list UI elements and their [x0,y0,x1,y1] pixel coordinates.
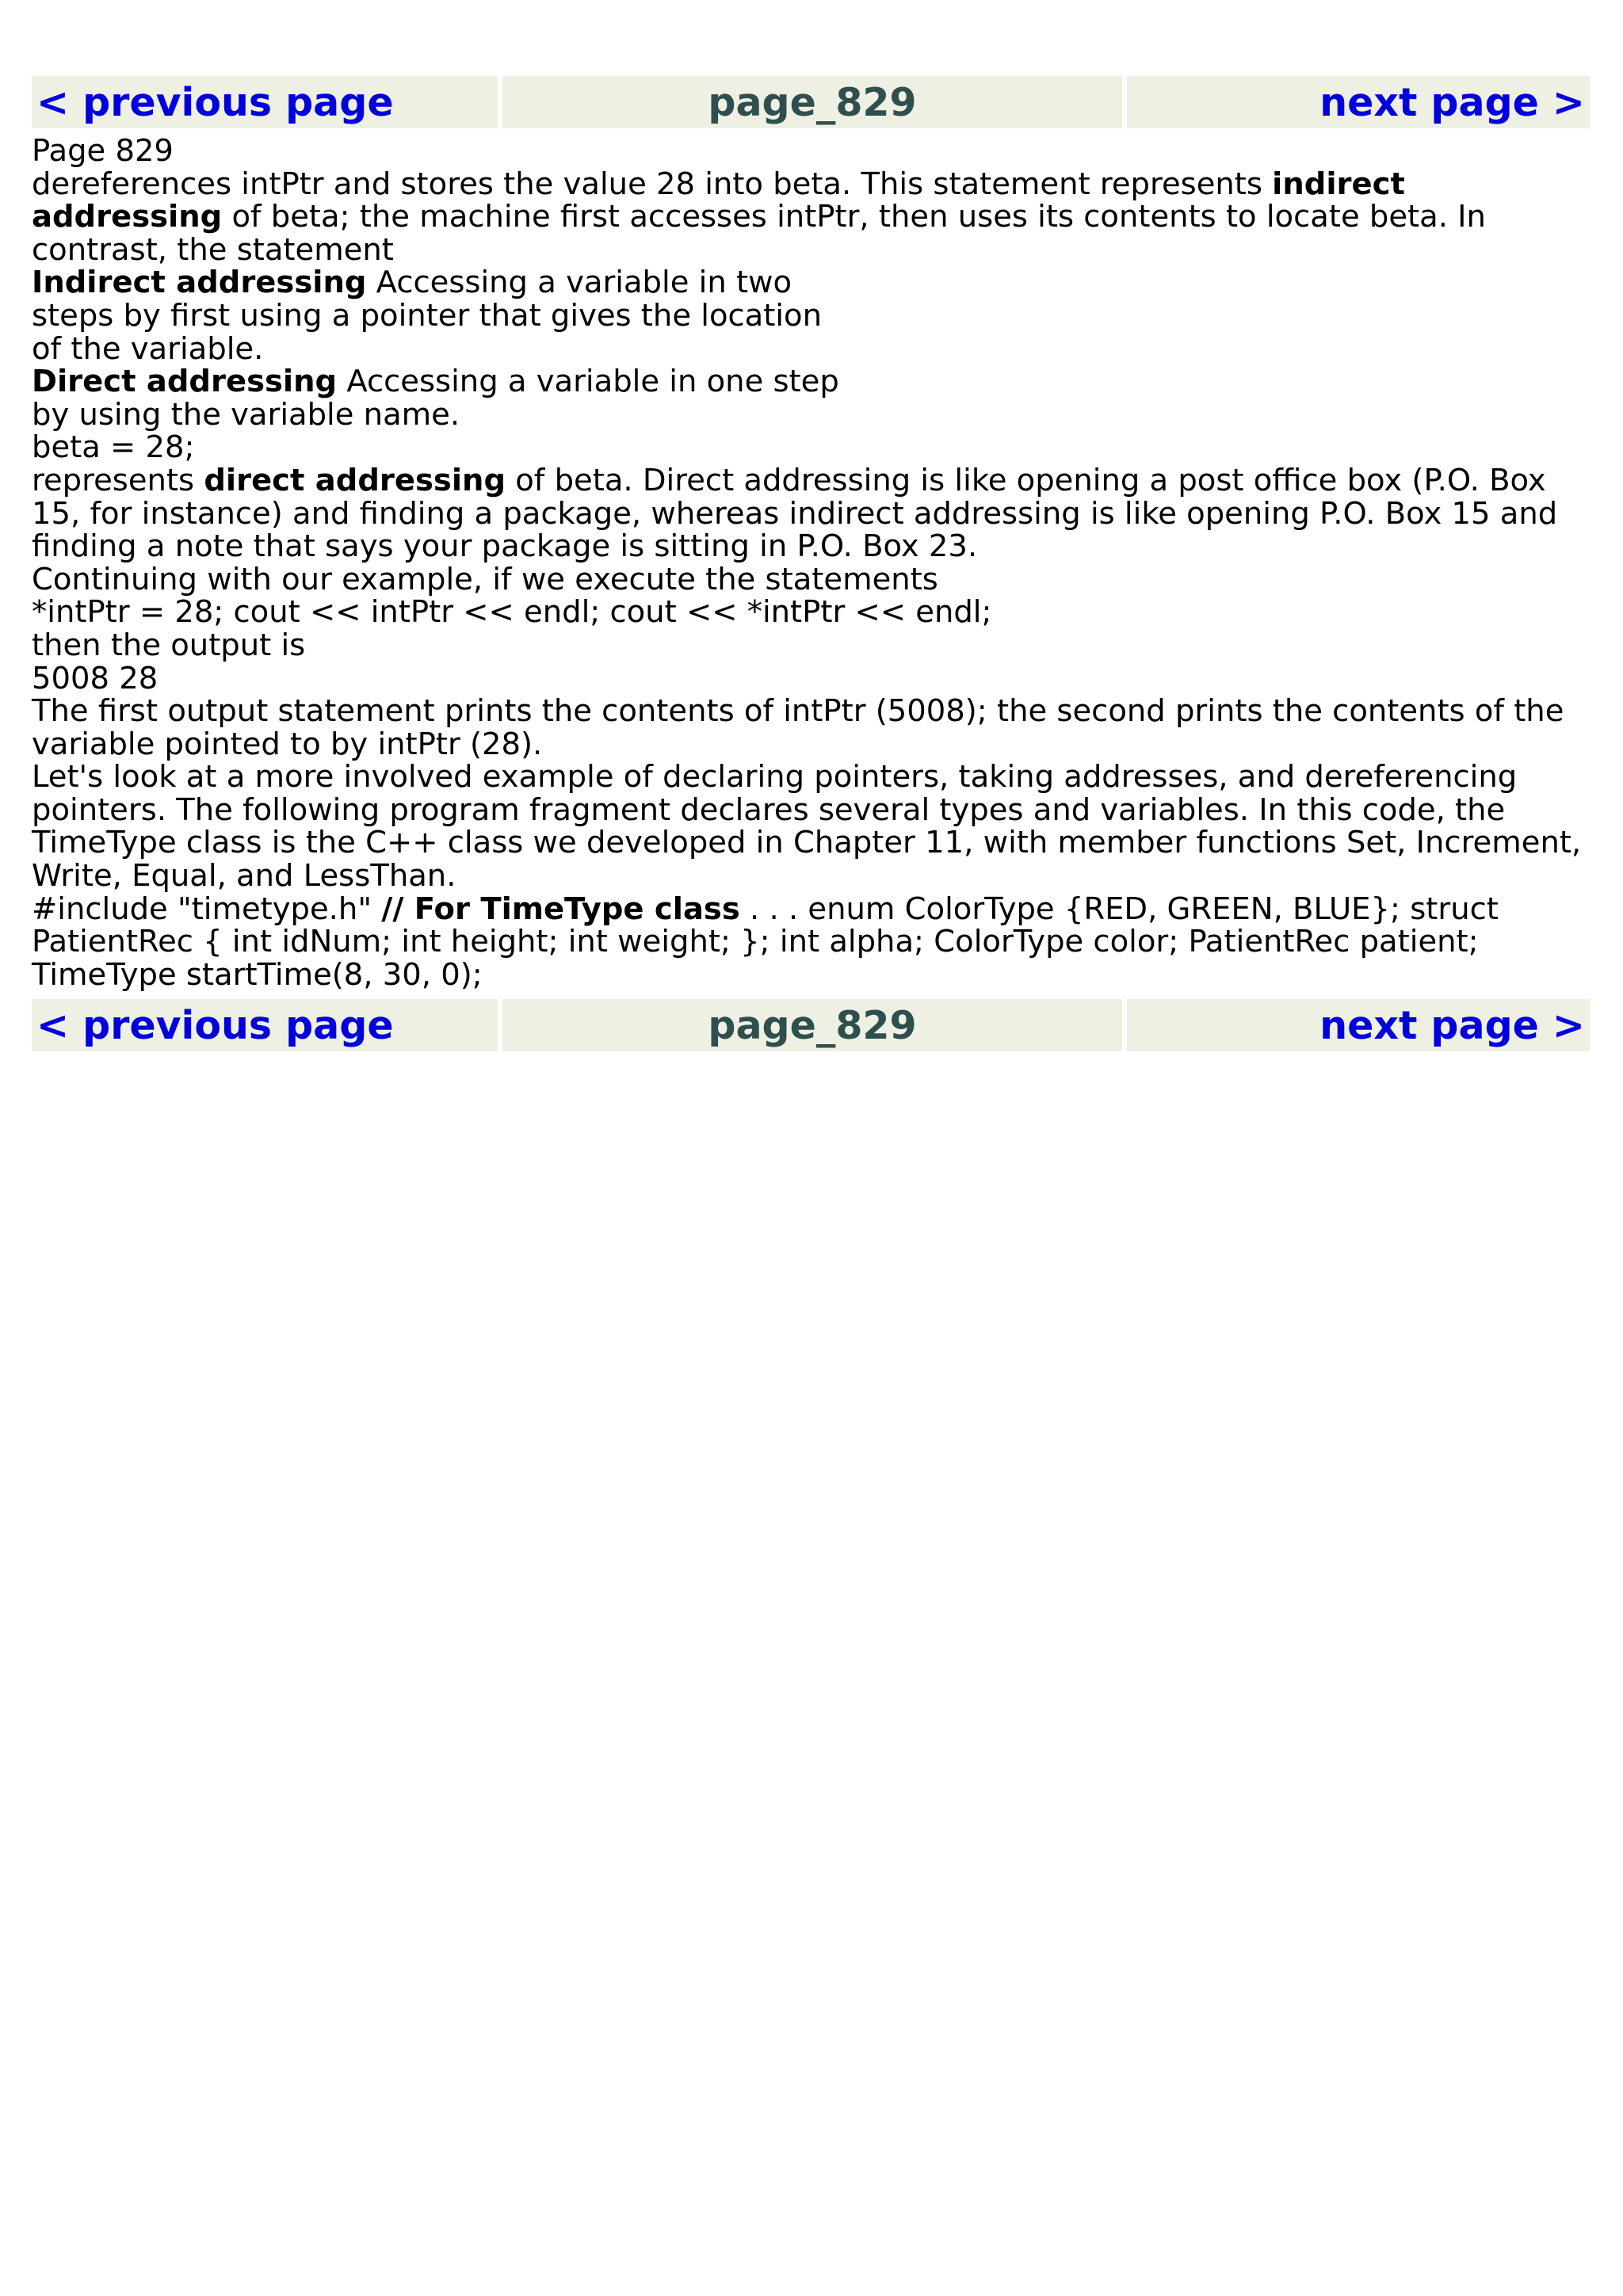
top-next-page-link[interactable]: next page > [1319,79,1585,125]
top-prev-cell [32,76,498,128]
top-navigation-bar [32,76,1594,128]
text-run: of beta; the machine first accesses intPtr, then uses its contents to locate beta. In contrast, the statement [32,199,1486,268]
bottom-navigation-bar [32,999,1594,1051]
bottom-previous-page-link[interactable]: < previous page [36,1002,394,1048]
definition-line: of the variable. [32,330,264,367]
code-run: . . . enum ColorType {RED, GREEN, BLUE}; struct PatientRec { int idNum; int height; int weight; }; int alpha; ColorType color; PatientRec patient; TimeType startTime(8, 30, 0); [32,891,1499,993]
text-run: represents [32,462,204,498]
definition-term: Indirect addressing [32,265,367,301]
top-next-cell [1127,76,1590,128]
definition-indirect-addressing [32,266,1594,299]
definition-term: Direct addressing [32,364,338,400]
paragraph-output-intro: then the output is [32,627,306,663]
code-fragment [32,893,1594,992]
code-run: #include "timetype.h" [32,891,382,927]
definition-text: Accessing a variable in one step [337,364,839,400]
page-content [32,135,1594,991]
bottom-next-page-link[interactable]: next page > [1319,1002,1585,1048]
definition-line: steps by first using a pointer that gives the location [32,297,823,334]
code-line-beta: beta = 28; [32,429,195,466]
program-output: 5008 28 [32,660,158,696]
definition-text: Accessing a variable in two [366,265,792,301]
bottom-prev-cell [32,999,498,1051]
code-line-statements: *intPtr = 28; cout << intPtr << endl; cout << *intPtr << endl; [32,594,992,631]
text-run: dereferences intPtr and stores the value 28 into beta. This statement represents [32,166,1273,202]
code-comment: // For TimeType class [381,891,740,927]
definition-direct-addressing [32,365,1594,399]
bottom-page-label: page_829 [708,1002,917,1048]
text-run: of beta. Direct addressing is like opening a post office box (P.O. Box 15, for instance) and finding a package, whereas indirect addressing is like opening P.O. Box 15 and finding a note that says your package is sitting in P.O. Box 23. [32,462,1558,565]
top-previous-page-link[interactable]: < previous page [36,79,394,125]
paragraph-output-explanation: The first output statement prints the contents of intPtr (5008); the second prints the contents of the variable pointed to by intPtr (28). [32,693,1564,762]
bold-term: direct addressing [204,462,506,498]
top-page-label: page_829 [708,79,917,125]
bottom-next-cell [1127,999,1590,1051]
definition-line: by using the variable name. [32,396,460,433]
paragraph-indirect-addressing [32,168,1594,267]
page-container [32,76,1594,1051]
page-heading: Page 829 [32,133,174,169]
bottom-page-label-cell [502,999,1122,1051]
paragraph-direct-addressing [32,464,1594,563]
paragraph-continuing: Continuing with our example, if we execute the statements [32,561,938,597]
top-page-label-cell [502,76,1122,128]
bold-term: indirect addressing [32,166,1405,235]
paragraph-involved-example: Let's look at a more involved example of declaring pointers, taking addresses, and dereferencing pointers. The following program fragment declares several types and variables. In this code, the TimeType class is the C++ class we developed in Chapter 11, with member functions Set, Increment, Write, Equal, and LessThan. [32,759,1582,894]
